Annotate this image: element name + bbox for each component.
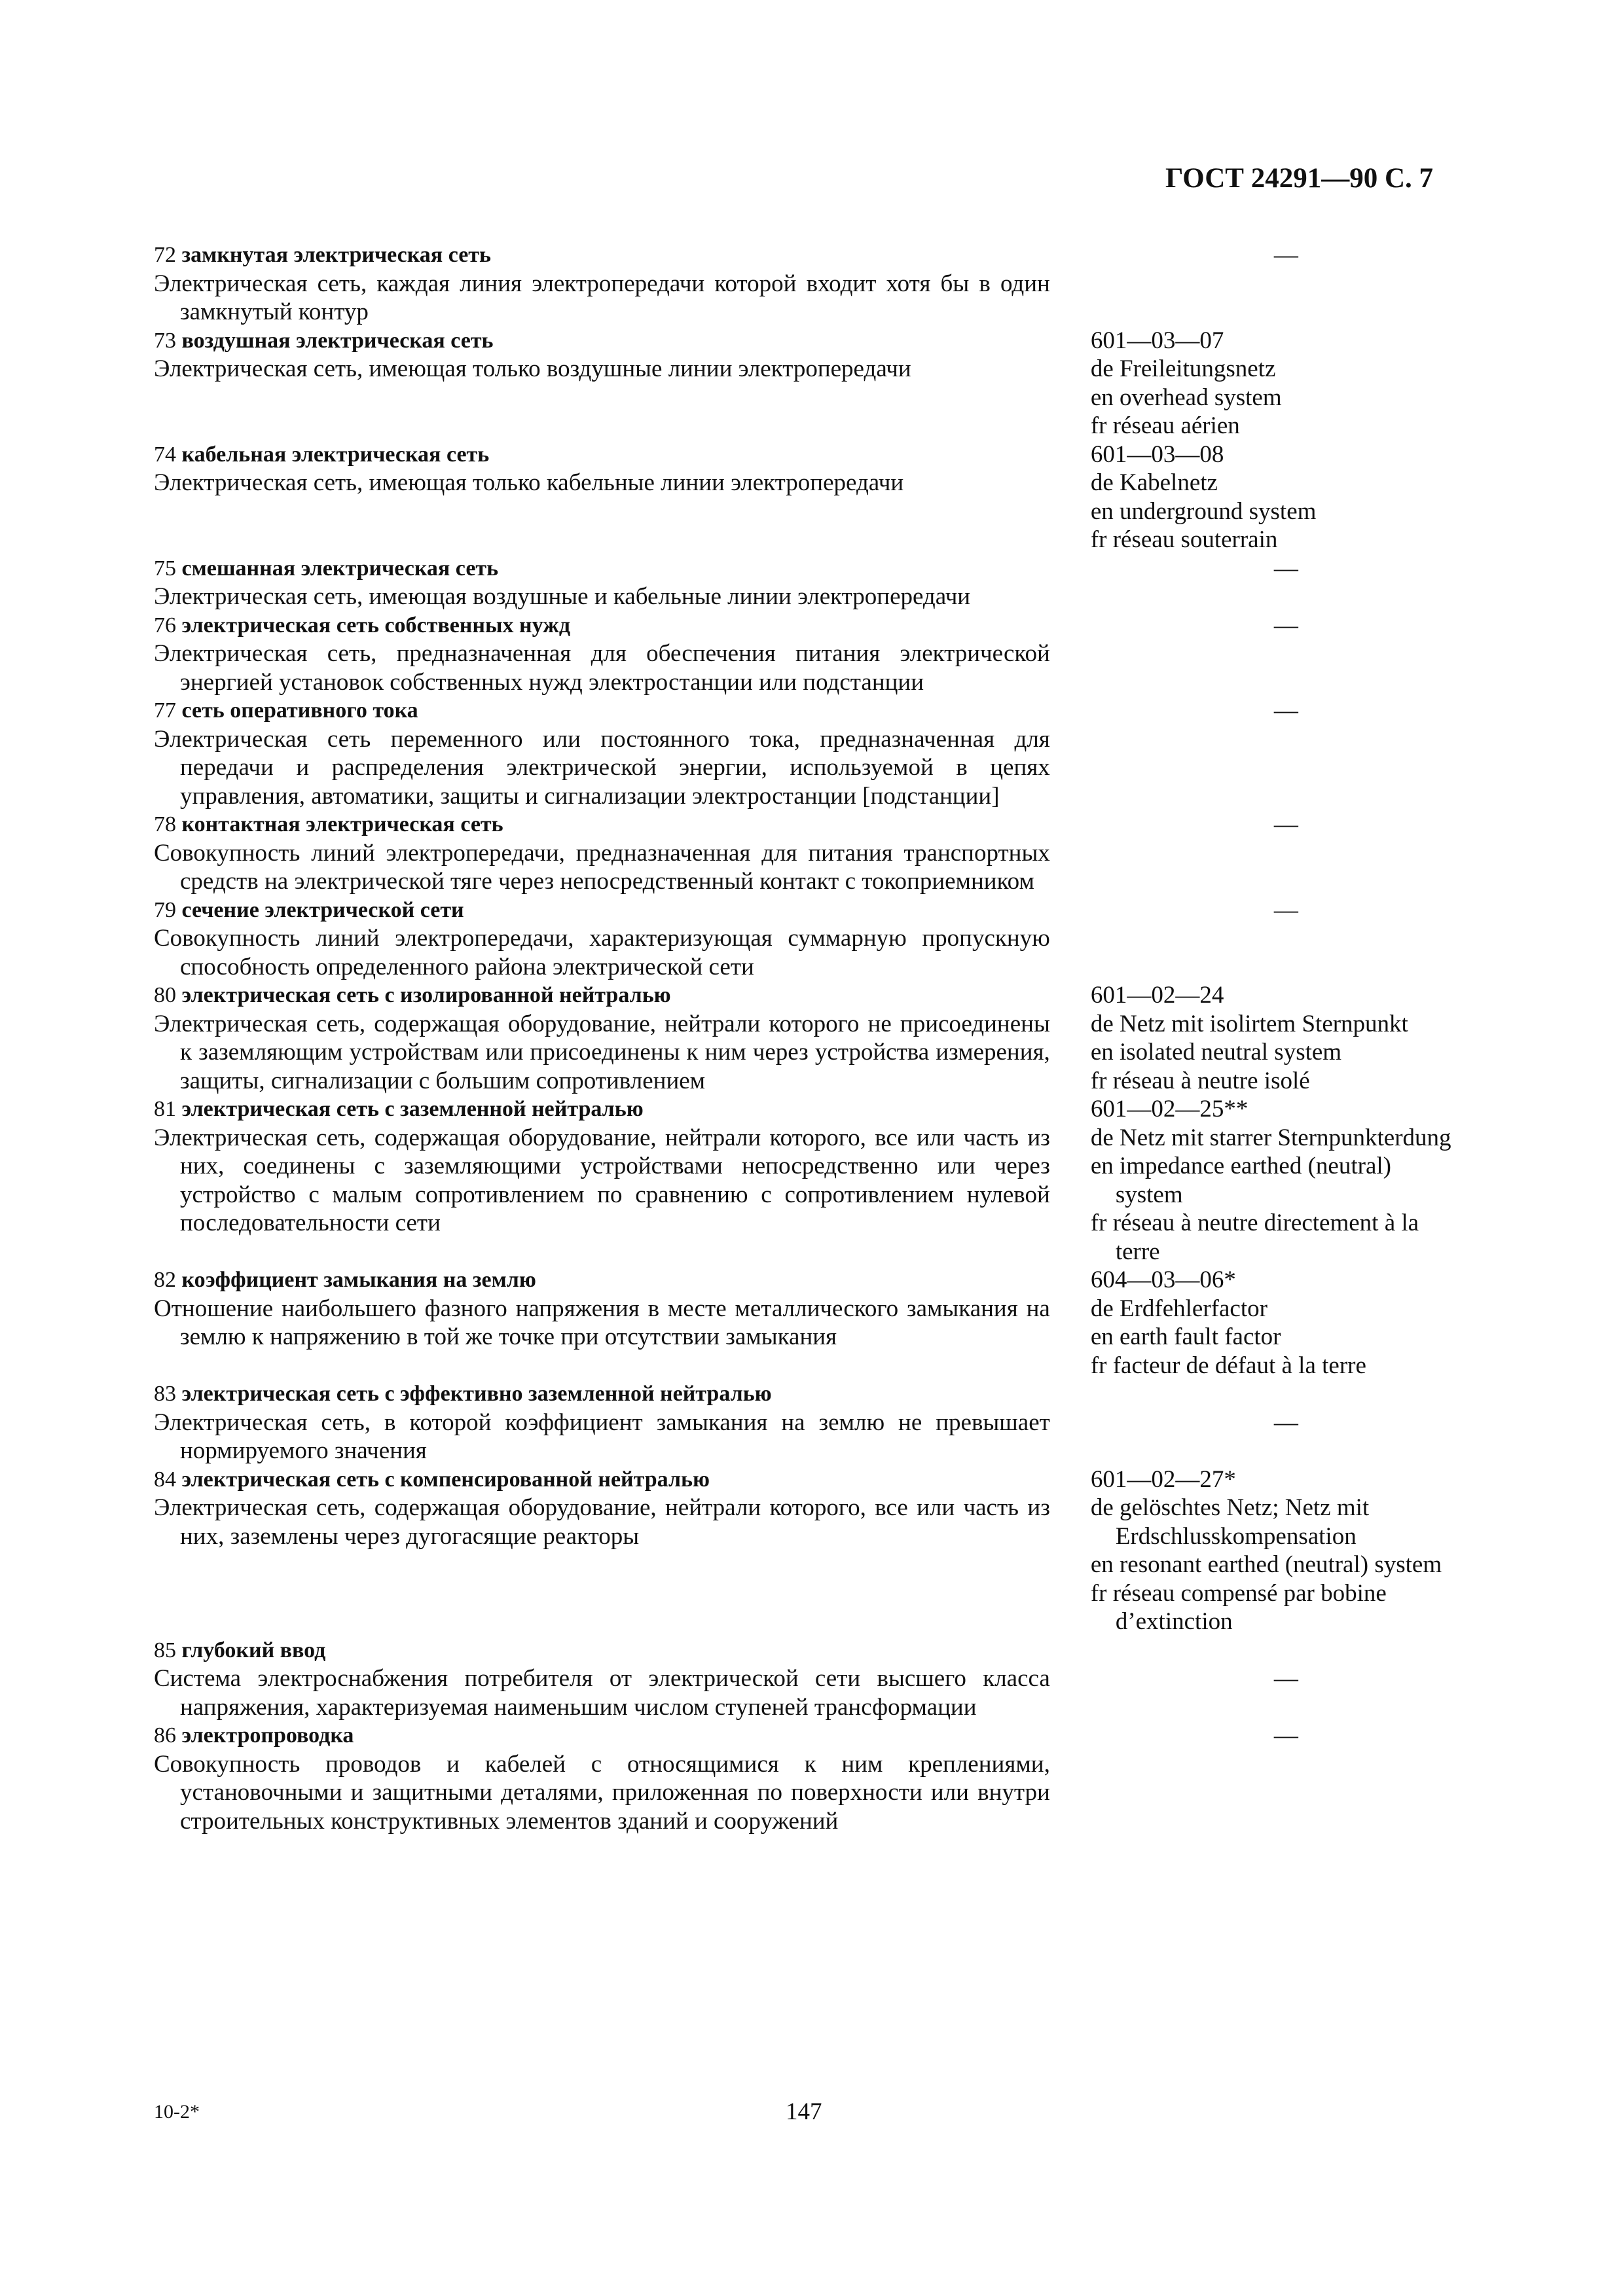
term-definition-column bbox=[154, 241, 1050, 327]
term-heading bbox=[154, 241, 1050, 270]
term-name: сечение электрической сети bbox=[181, 897, 464, 922]
iec-equivalents-column bbox=[1091, 896, 1463, 982]
term-number: 80 bbox=[154, 983, 176, 1007]
term-heading bbox=[154, 440, 1050, 469]
iec-equivalent-line: 601—03—08 bbox=[1090, 440, 1224, 468]
term-definition-column bbox=[154, 1636, 1050, 1722]
iec-equivalent-line: de Kabelnetz bbox=[1090, 469, 1218, 496]
iec-equivalents-column bbox=[1091, 1380, 1463, 1465]
term-name: электрическая сеть собственных нужд bbox=[181, 613, 571, 637]
no-equivalent-dash: — bbox=[1273, 811, 1298, 838]
iec-equivalent-line: en isolated neutral system bbox=[1090, 1039, 1342, 1066]
term-entry bbox=[154, 554, 1463, 611]
term-number: 74 bbox=[154, 442, 176, 467]
term-definition-column bbox=[154, 1095, 1050, 1266]
term-definition: Электрическая сеть, содержащая оборудование, нейтрали которого, все или часть из них, заземлены через дугогасящие реакторы bbox=[154, 1494, 1050, 1550]
term-definition-column bbox=[154, 327, 1050, 440]
term-entry bbox=[154, 1721, 1463, 1835]
term-entry bbox=[154, 1636, 1463, 1722]
term-name: кабельная электрическая сеть bbox=[181, 442, 490, 467]
no-equivalent-dash: — bbox=[1273, 896, 1298, 924]
iec-equivalent-line: fr réseau aérien bbox=[1090, 412, 1240, 439]
term-name: электрическая сеть с эффективно заземленной нейтралью bbox=[181, 1382, 772, 1406]
iec-equivalent-line: 601—02—25** bbox=[1090, 1096, 1249, 1122]
term-definition-column bbox=[154, 1721, 1050, 1835]
term-name: замкнутая электрическая сеть bbox=[181, 243, 491, 267]
term-name: электрическая сеть с компенсированной нейтралью bbox=[181, 1467, 710, 1492]
iec-equivalents-column bbox=[1091, 1636, 1463, 1722]
iec-equivalent-line: en earth fault factor bbox=[1090, 1323, 1281, 1350]
iec-equivalents-column bbox=[1091, 440, 1463, 554]
page-number: 147 bbox=[786, 2098, 822, 2125]
no-equivalent-dash: — bbox=[1273, 1722, 1298, 1749]
iec-equivalent-line: en impedance earthed (neutral) system bbox=[1090, 1153, 1391, 1208]
iec-equivalents-column bbox=[1091, 327, 1463, 440]
term-definition: Совокупность линий электропередачи, предназначенная для питания транспортных средств на электрической тяге через непосредственный контакт с токоприемником bbox=[154, 839, 1050, 895]
iec-equivalent-line: fr réseau à neutre directement à la terre bbox=[1090, 1210, 1419, 1265]
no-equivalent-dash: — bbox=[1273, 611, 1298, 639]
iec-equivalent-line: en overhead system bbox=[1090, 384, 1282, 411]
term-heading bbox=[154, 1266, 1050, 1295]
no-equivalent-dash: — bbox=[1273, 554, 1298, 582]
term-number: 76 bbox=[154, 613, 176, 637]
iec-equivalent-line: fr réseau à neutre isolé bbox=[1090, 1067, 1310, 1094]
iec-equivalent-line: 601—02—27* bbox=[1090, 1465, 1236, 1493]
term-number: 85 bbox=[154, 1638, 176, 1662]
term-heading bbox=[154, 1380, 1050, 1408]
term-entry bbox=[154, 696, 1463, 810]
term-name: глубокий ввод bbox=[181, 1638, 326, 1662]
iec-equivalents-column bbox=[1091, 981, 1463, 1095]
term-number: 83 bbox=[154, 1382, 176, 1406]
term-definition-column bbox=[154, 554, 1050, 611]
term-definition: Электрическая сеть, имеющая воздушные и кабельные линии электропередачи bbox=[154, 583, 971, 610]
term-number: 77 bbox=[154, 698, 176, 723]
term-heading bbox=[154, 611, 1050, 640]
term-definition-column bbox=[154, 896, 1050, 982]
iec-equivalents-column bbox=[1091, 1095, 1463, 1266]
term-entry bbox=[154, 611, 1463, 697]
iec-equivalent-line: fr réseau souterrain bbox=[1090, 526, 1278, 553]
term-entry bbox=[154, 327, 1463, 440]
term-definition: Электрическая сеть, содержащая оборудование, нейтрали которого, все или часть из них, соединены с заземляющими устройствами непосредственно или через устройство с малым сопротивлением по сравнению с сопротивлением нулевой последовательности сети bbox=[154, 1124, 1050, 1236]
term-number: 84 bbox=[154, 1467, 176, 1492]
term-heading bbox=[154, 1465, 1050, 1494]
term-entry bbox=[154, 1266, 1463, 1380]
iec-equivalent-line: de gelöschtes Netz; Netz mit Erdschlusskompensation bbox=[1090, 1494, 1370, 1550]
term-entry bbox=[154, 241, 1463, 327]
iec-equivalent-line: 601—03—07 bbox=[1090, 327, 1224, 354]
term-heading bbox=[154, 981, 1050, 1010]
term-definition: Электрическая сеть переменного или постоянного тока, предназначенная для передачи и распределения электрической энергии, используемой в цепях управления, автоматики, защиты и сигнализации электростанции [подстанции] bbox=[154, 725, 1050, 810]
term-definition: Совокупность линий электропередачи, характеризующая суммарную пропускную способность определенного района электрической сети bbox=[154, 925, 1050, 980]
term-definition-column bbox=[154, 1465, 1050, 1636]
term-definition-column bbox=[154, 810, 1050, 896]
no-equivalent-dash: — bbox=[1273, 697, 1298, 724]
term-number: 79 bbox=[154, 897, 176, 922]
iec-equivalents-column bbox=[1091, 1465, 1463, 1636]
term-name: электрическая сеть с заземленной нейтралью bbox=[181, 1097, 644, 1121]
term-number: 78 bbox=[154, 812, 176, 836]
term-definition-column bbox=[154, 981, 1050, 1095]
term-heading bbox=[154, 896, 1050, 925]
term-definition: Отношение наибольшего фазного напряжения в месте металлического замыкания на землю к напряжению в той же точке при отсутствии замыкания bbox=[154, 1295, 1050, 1350]
term-entry bbox=[154, 896, 1463, 982]
iec-equivalent-line: de Netz mit isolirtem Sternpunkt bbox=[1090, 1010, 1408, 1037]
term-heading bbox=[154, 1095, 1050, 1124]
term-entry bbox=[154, 440, 1463, 554]
term-name: воздушная электрическая сеть bbox=[181, 328, 494, 353]
iec-equivalent-line: fr facteur de défaut à la terre bbox=[1090, 1352, 1366, 1379]
iec-equivalents-column bbox=[1091, 696, 1463, 810]
term-number: 75 bbox=[154, 556, 176, 581]
term-number: 81 bbox=[154, 1097, 176, 1121]
page-header: ГОСТ 24291—90 С. 7 bbox=[1165, 163, 1434, 194]
term-heading bbox=[154, 1721, 1050, 1750]
iec-equivalents-column bbox=[1091, 611, 1463, 697]
iec-equivalent-line: 604—03—06* bbox=[1090, 1266, 1236, 1293]
term-definition: Электрическая сеть, содержащая оборудование, нейтрали которого не присоединены к заземляющим устройствам или присоединены к ним через устройства измерения, защиты, сигнализации с большим сопротивлением bbox=[154, 1010, 1050, 1094]
term-name: контактная электрическая сеть bbox=[181, 812, 503, 836]
term-definition: Электрическая сеть, предназначенная для обеспечения питания электрической энергией установок собственных нужд электростанции или подстанции bbox=[154, 640, 1050, 696]
term-definition: Электрическая сеть, каждая линия электропередачи которой входит хотя бы в один замкнутый контур bbox=[154, 270, 1050, 325]
terms-list bbox=[154, 241, 1463, 1835]
iec-equivalent-line: de Netz mit starrer Sternpunkterdung bbox=[1090, 1124, 1451, 1151]
iec-equivalent-line: 601—02—24 bbox=[1090, 982, 1224, 1009]
term-heading bbox=[154, 327, 1050, 355]
iec-equivalent-line: de Erdfehlerfactor bbox=[1090, 1295, 1267, 1322]
term-definition-column bbox=[154, 611, 1050, 697]
term-name: коэффициент замыкания на землю bbox=[181, 1268, 536, 1292]
term-name: смешанная электрическая сеть bbox=[181, 556, 499, 581]
term-definition: Совокупность проводов и кабелей с относящимися к ним креплениями, установочными и защитными деталями, приложенная по поверхности или внутри строительных конструктивных элементов зданий и сооружений bbox=[154, 1750, 1050, 1835]
term-entry bbox=[154, 1465, 1463, 1636]
term-heading bbox=[154, 810, 1050, 839]
iec-equivalent-line: fr réseau compensé par bobine d’extinction bbox=[1090, 1579, 1387, 1635]
term-definition-column bbox=[154, 1266, 1050, 1380]
term-heading bbox=[154, 1636, 1050, 1665]
iec-equivalent-line: en underground system bbox=[1090, 497, 1317, 525]
term-heading bbox=[154, 554, 1050, 583]
no-equivalent-dash: — bbox=[1273, 242, 1298, 268]
term-definition-column bbox=[154, 696, 1050, 810]
iec-equivalent-line: de Freileitungsnetz bbox=[1090, 355, 1276, 382]
term-entry bbox=[154, 810, 1463, 896]
term-entry bbox=[154, 1380, 1463, 1465]
no-equivalent-dash: — bbox=[1273, 1665, 1298, 1692]
term-definition: Электрическая сеть, имеющая только кабельные линии электропередачи bbox=[154, 469, 904, 496]
footer-sheet-mark: 10-2* bbox=[154, 2101, 200, 2123]
iec-equivalents-column bbox=[1091, 1721, 1463, 1835]
iec-equivalents-column bbox=[1091, 810, 1463, 896]
term-name: электрическая сеть с изолированной нейтралью bbox=[181, 983, 671, 1007]
term-entry bbox=[154, 981, 1463, 1095]
iec-equivalents-column bbox=[1091, 1266, 1463, 1380]
term-definition: Электрическая сеть, имеющая только воздушные линии электропередачи bbox=[154, 355, 911, 382]
term-name: электропроводка bbox=[181, 1723, 354, 1748]
term-name: сеть оперативного тока bbox=[181, 698, 418, 723]
term-definition-column bbox=[154, 1380, 1050, 1465]
iec-equivalents-column bbox=[1091, 241, 1463, 327]
term-number: 73 bbox=[154, 328, 176, 353]
term-entry bbox=[154, 1095, 1463, 1266]
no-equivalent-dash: — bbox=[1273, 1408, 1298, 1436]
term-heading bbox=[154, 696, 1050, 725]
term-definition: Система электроснабжения потребителя от электрической сети высшего класса напряжения, характеризуемая наименьшим числом ступеней трансформации bbox=[154, 1665, 1050, 1721]
term-definition-column bbox=[154, 440, 1050, 554]
term-number: 72 bbox=[154, 243, 176, 267]
term-number: 86 bbox=[154, 1723, 176, 1748]
term-number: 82 bbox=[154, 1268, 176, 1292]
term-definition: Электрическая сеть, в которой коэффициент замыкания на землю не превышает нормируемого значения bbox=[154, 1408, 1050, 1464]
iec-equivalents-column bbox=[1091, 554, 1463, 611]
iec-equivalent-line: en resonant earthed (neutral) system bbox=[1090, 1551, 1442, 1578]
